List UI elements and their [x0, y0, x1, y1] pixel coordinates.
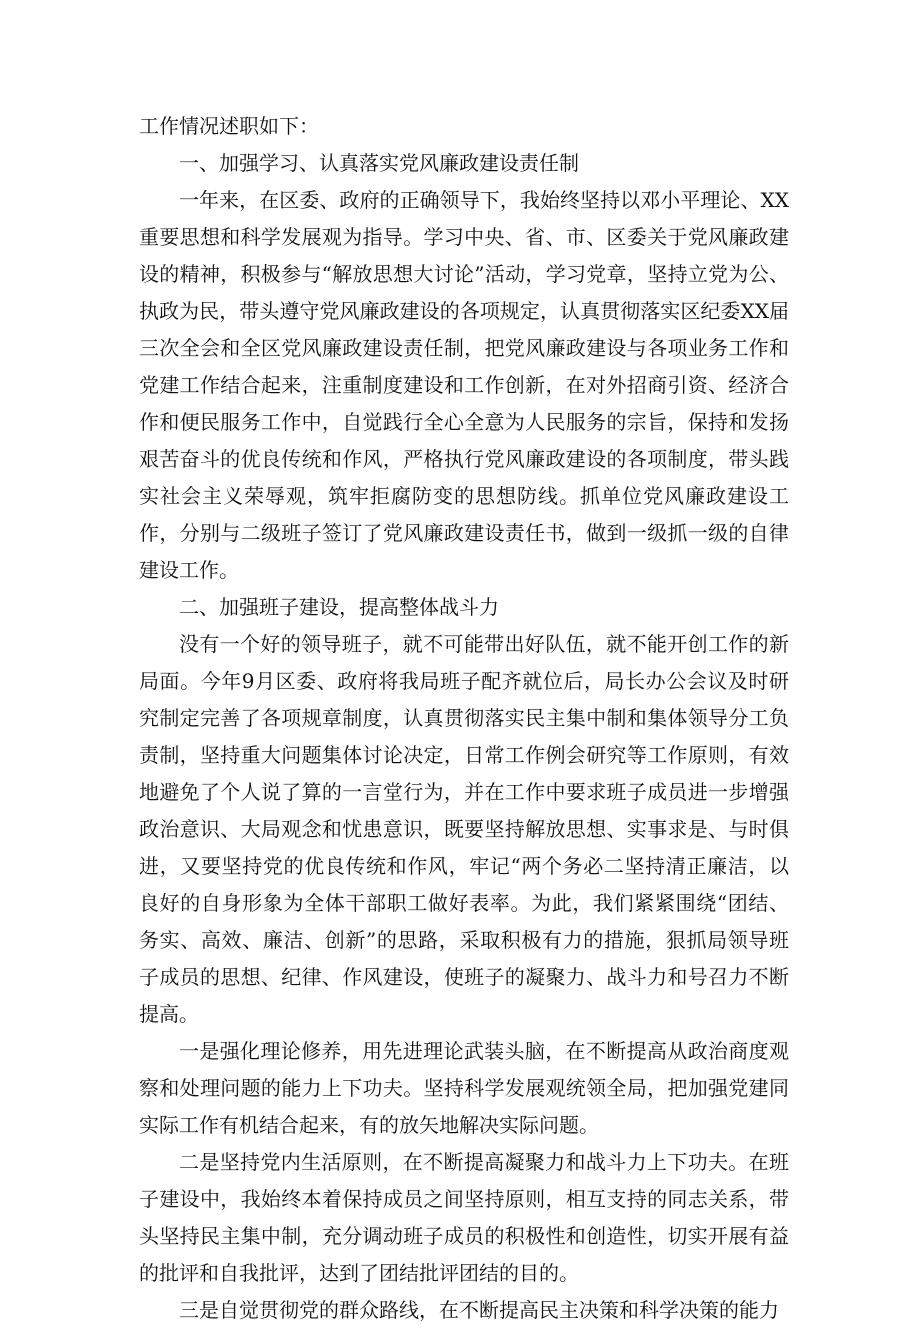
body-paragraph-3: 一是强化理论修养，用先进理论武装头脑，在不断提高从政治商度观察和处理问题的能力上下功夫。坚持科学发展观统领全局，把加强党建同实际工作有机结合起来，有的放矢地解决实际问题。 [139, 1039, 789, 1137]
intro-line: 工作情况述职如下： [139, 114, 319, 138]
section-heading-1: 一、加强学习、认真落实党风廉政建设责任制 [179, 151, 579, 175]
body-paragraph-4: 二是坚持党内生活原则，在不断提高凝聚力和战斗力上下功夫。在班子建设中，我始终本着保持成员之间坚持原则，相互支持的同志关系，带头坚持民主集中制，充分调动班子成员的积极性和创造性，切实开展有益的批评和自我批评，达到了团结批评团结的目的。 [139, 1150, 789, 1285]
body-paragraph-2: 没有一个好的领导班子，就不可能带出好队伍，就不能开创工作的新局面。今年9月区委、政府将我局班子配齐就位后，局长办公会议及时研究制定完善了各项规章制度，认真贯彻落实民主集中制和集体领导分工负责制，坚持重大问题集体讨论决定，日常工作例会研究等工作原则，有效地避免了个人说了算的一言堂行为，并在工作中要求班子成员进一步增强政治意识、大局观念和忧患意识，既要坚持解放思想、实事求是、与时俱进，又要坚持党的优良传统和作风，牢记“两个务必二坚持清正廉洁，以良好的自身形象为全体干部职工做好表率。为此，我们紧紧围绕“团结、务实、高效、廉洁、创新”的思路，采取积极有力的措施，狠抓局领导班子成员的思想、纪律、作风建设，使班子的凝聚力、战斗力和号召力不断提高。 [139, 632, 789, 1026]
body-paragraph-1: 一年来，在区委、政府的正确领导下，我始终坚持以邓小平理论、XX重要思想和科学发展观为指导。学习中央、省、市、区委关于党风廉政建设的精神，积极参与“解放思想大讨论”活动，学习党章，坚持立党为公、执政为民，带头遵守党风廉政建设的各项规定，认真贯彻落实区纪委XX届三次全会和全区党风廉政建设责任制，把党风廉政建设与各项业务工作和党建工作结合起来，注重制度建设和工作创新，在对外招商引资、经济合作和便民服务工作中，自觉践行全心全意为人民服务的宗旨，保持和发扬艰苦奋斗的优良传统和作风，严格执行党风廉政建设的各项制度，带头践实社会主义荣辱观，筑牢拒腐防变的思想防线。抓单位党风廉政建设工作，分别与二级班子签订了党风廉政建设责任书，做到一级抓一级的自律建设工作。 [139, 188, 789, 582]
document-body [139, 108, 789, 1329]
body-paragraph-5: 三是自觉贯彻党的群众路线，在不断提高民主决策和科学决策的能力 [179, 1298, 779, 1322]
section-heading-2: 二、加强班子建设，提高整体战斗力 [179, 595, 499, 619]
